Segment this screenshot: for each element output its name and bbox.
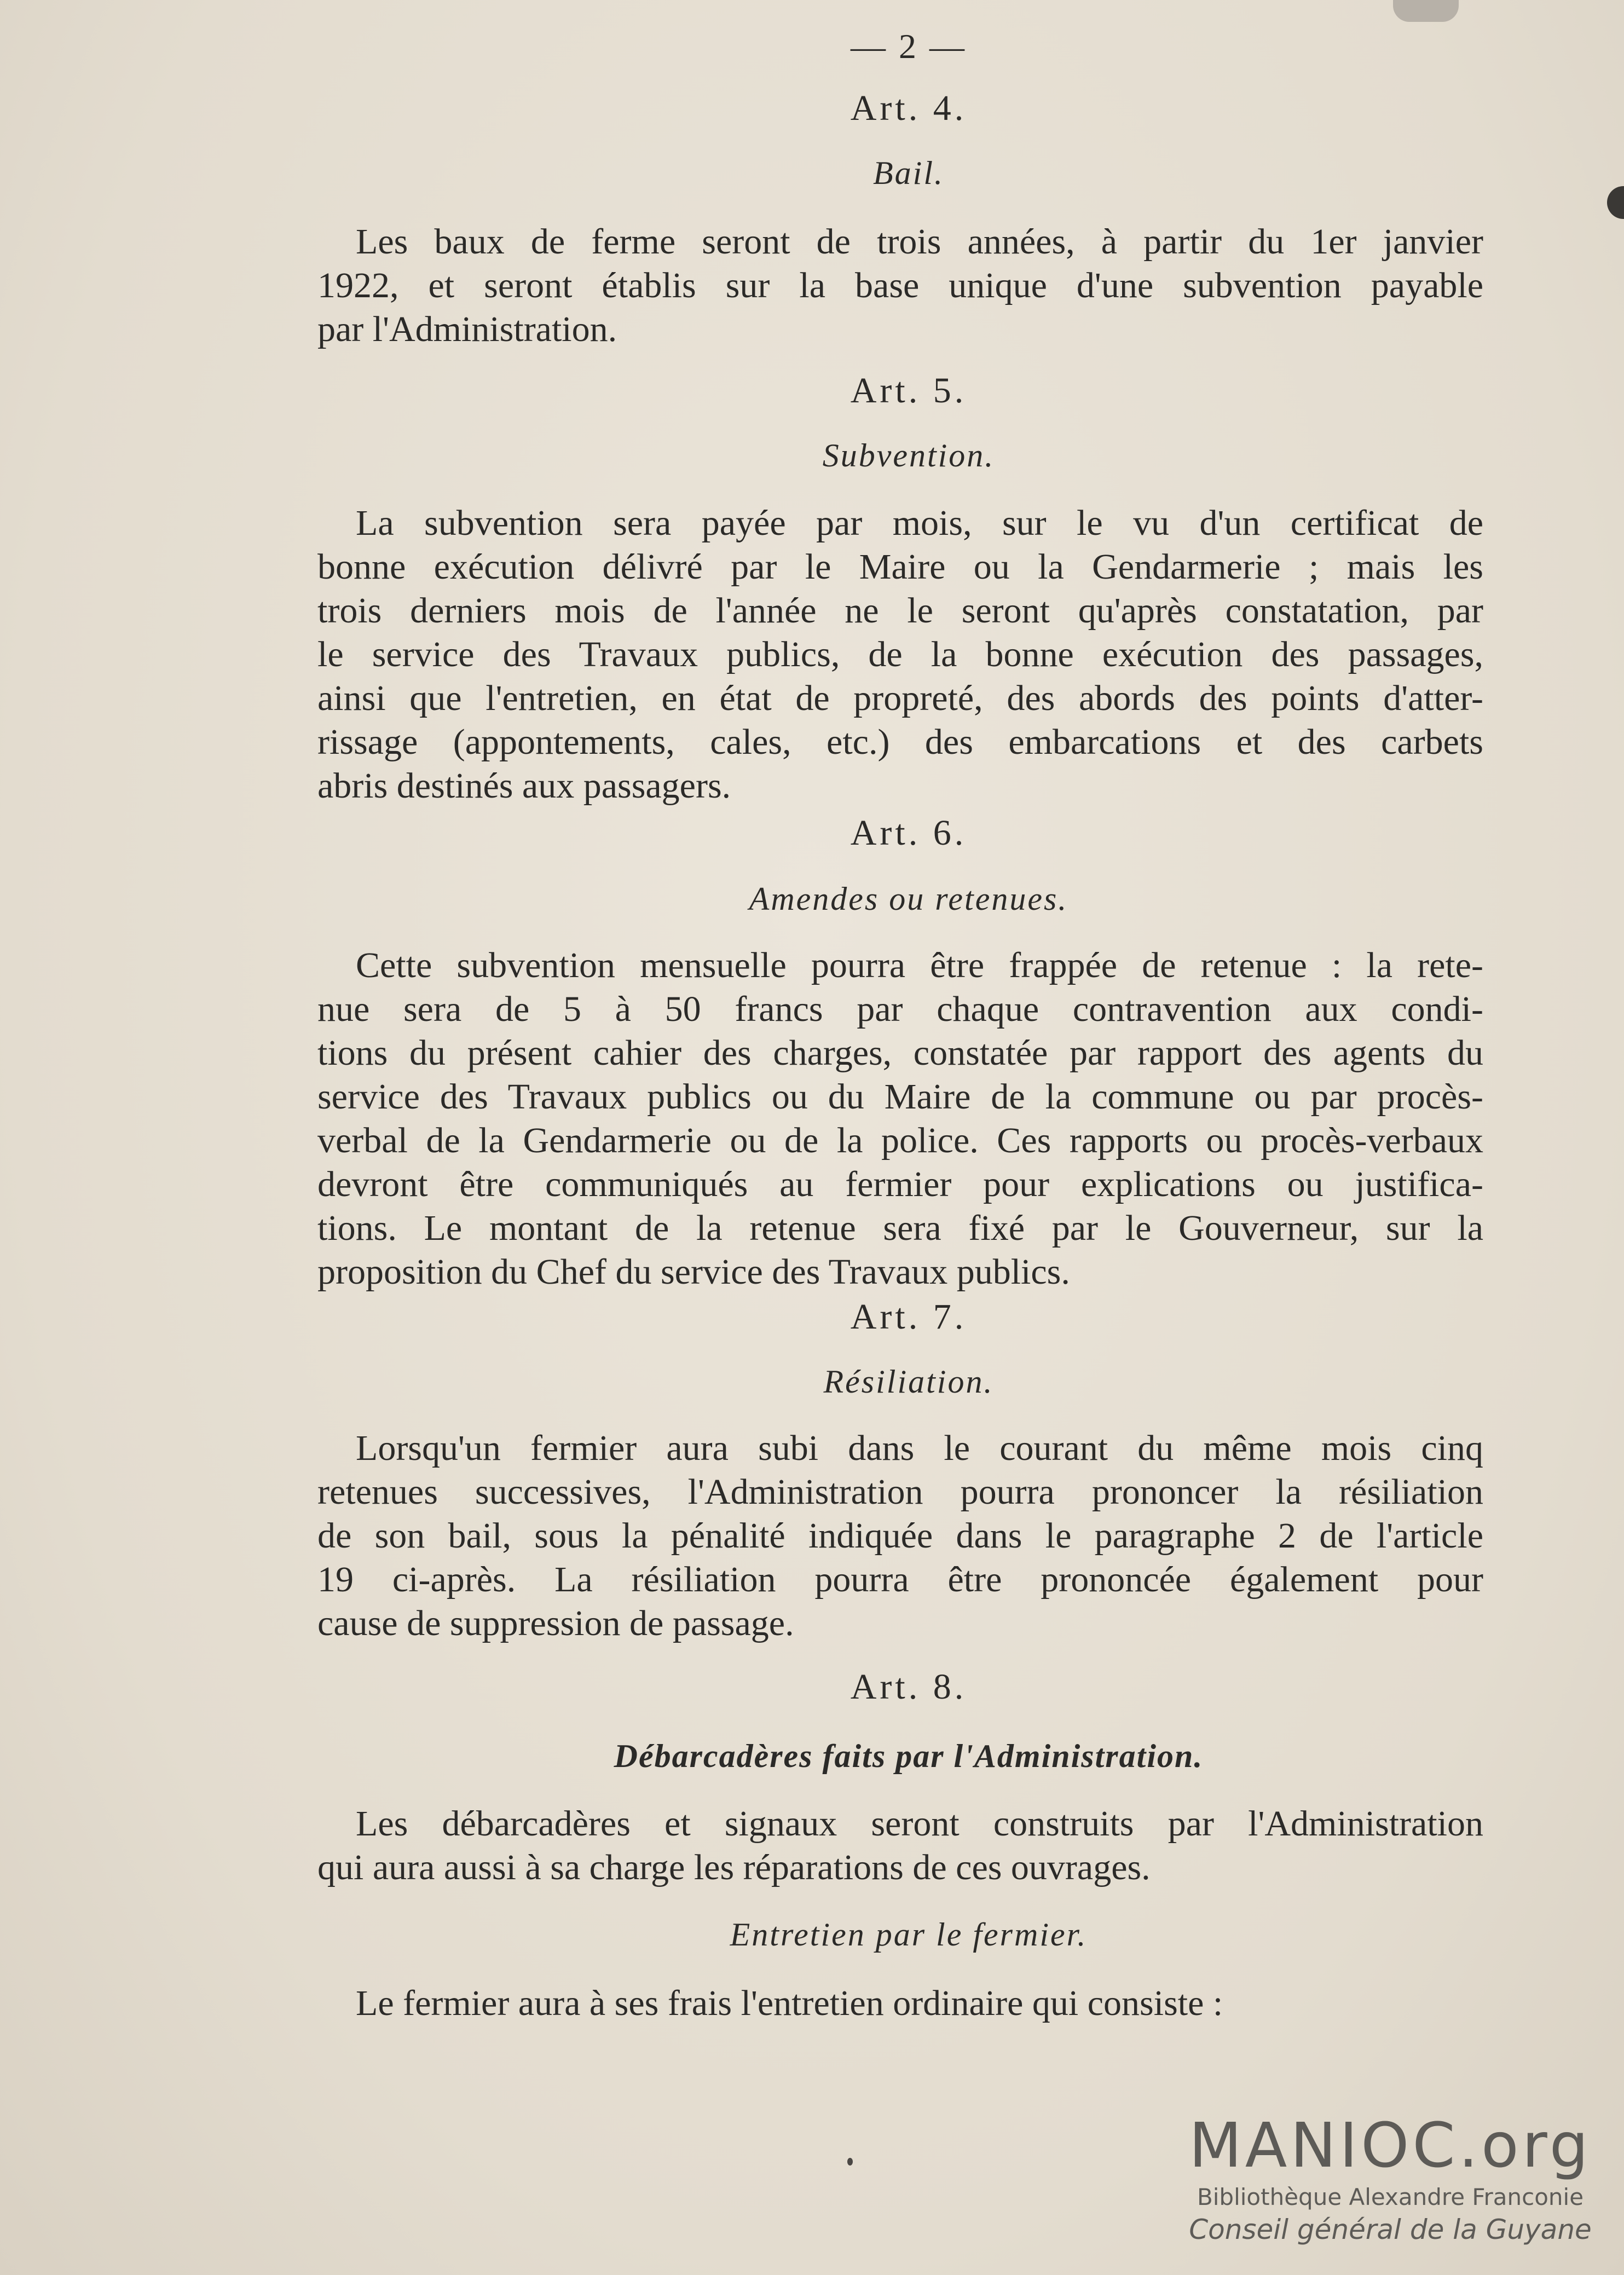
final-paragraph <box>317 1982 1483 2025</box>
paragraph-line: le service des Travaux publics, de la bonne exécution des passages, <box>317 634 1483 674</box>
paragraph-line: 1922, et seront établis sur la base unique d'une subvention payable <box>317 265 1483 305</box>
paragraph-line: verbal de la Gendarmerie ou de la police. Ces rapports ou procès-verbaux <box>317 1121 1483 1160</box>
page-number: — 2 — <box>851 27 967 66</box>
paragraph-line: trois derniers mois de l'année ne le seront qu'après constatation, par <box>317 591 1483 631</box>
subheading: Entretien par le fermier. <box>730 1916 1088 1953</box>
manioc-watermark <box>1182 2110 1598 2245</box>
paragraph-line: de son bail, sous la pénalité indiquée dans le paragraphe 2 de l'article <box>317 1516 1483 1556</box>
paragraph-line: ainsi que l'entretien, en état de propreté, des abords des points d'atter- <box>317 678 1483 718</box>
article-heading: Bail. <box>873 155 944 191</box>
article-title: Art. 8. <box>850 1667 967 1707</box>
paragraph-line: retenues successives, l'Administration pourra prononcer la résiliation <box>317 1472 1483 1512</box>
article-heading: Résiliation. <box>823 1364 994 1400</box>
article-title: Art. 6. <box>850 813 967 853</box>
article-title: Art. 7. <box>850 1297 967 1337</box>
paragraph-line: rissage (appontements, cales, etc.) des embarcations et des carbets <box>317 722 1483 762</box>
article-paragraph <box>317 220 1483 351</box>
paragraph-line: bonne exécution délivré par le Maire ou la Gendarmerie ; mais les <box>317 547 1483 587</box>
paragraph-line: qui aura aussi à sa charge les réparations de ces ouvrages. <box>317 1847 1151 1887</box>
paragraph-line: Les débarcadères et signaux seront construits par l'Administration <box>356 1804 1483 1844</box>
paragraph-line: Lorsqu'un fermier aura subi dans le courant du même mois cinq <box>356 1428 1483 1468</box>
page-tab-mark <box>1393 0 1459 22</box>
paragraph-line: service des Travaux publics ou du Maire de la commune ou par procès- <box>317 1077 1483 1117</box>
article-paragraph <box>317 1802 1483 1890</box>
manioc-logo: MANIOC.org <box>1189 2110 1592 2181</box>
council-name: Conseil général de la Guyane <box>1189 2214 1592 2245</box>
paragraph-line: proposition du Chef du service des Travaux publics. <box>317 1252 1070 1292</box>
paragraph-line: Les baux de ferme seront de trois années, à partir du 1er janvier <box>356 222 1483 262</box>
paragraph-line: La subvention sera payée par mois, sur le vu d'un certificat de <box>356 503 1483 543</box>
article-heading: Amendes ou retenues. <box>749 881 1068 917</box>
paragraph-line: Le fermier aura à ses frais l'entretien ordinaire qui consiste : <box>356 1983 1223 2023</box>
paragraph-line: cause de suppression de passage. <box>317 1603 794 1643</box>
article-heading: Débarcadères faits par l'Administration. <box>614 1738 1204 1774</box>
article-paragraph <box>317 1427 1483 1645</box>
ink-dot <box>847 2158 853 2166</box>
paragraph-line: abris destinés aux passagers. <box>317 766 731 806</box>
paragraph-line: Cette subvention mensuelle pourra être frappée de retenue : la rete- <box>356 945 1483 985</box>
paragraph-line: 19 ci-après. La résiliation pourra être prononcée également pour <box>317 1560 1483 1600</box>
article-heading: Subvention. <box>822 437 995 474</box>
library-name: Bibliothèque Alexandre Franconie <box>1197 2184 1584 2210</box>
paragraph-line: tions. Le montant de la retenue sera fixé par le Gouverneur, sur la <box>317 1208 1483 1248</box>
paragraph-line: tions du présent cahier des charges, constatée par rapport des agents du <box>317 1033 1483 1073</box>
article-paragraph <box>317 501 1483 808</box>
article-title: Art. 5. <box>850 371 967 411</box>
article-paragraph <box>317 944 1483 1294</box>
paragraph-line: nue sera de 5 à 50 francs par chaque contravention aux condi- <box>317 989 1483 1029</box>
paragraph-line: devront être communiqués au fermier pour explications ou justifica- <box>317 1164 1483 1204</box>
paragraph-line: par l'Administration. <box>317 309 617 349</box>
article-title: Art. 4. <box>850 88 967 128</box>
